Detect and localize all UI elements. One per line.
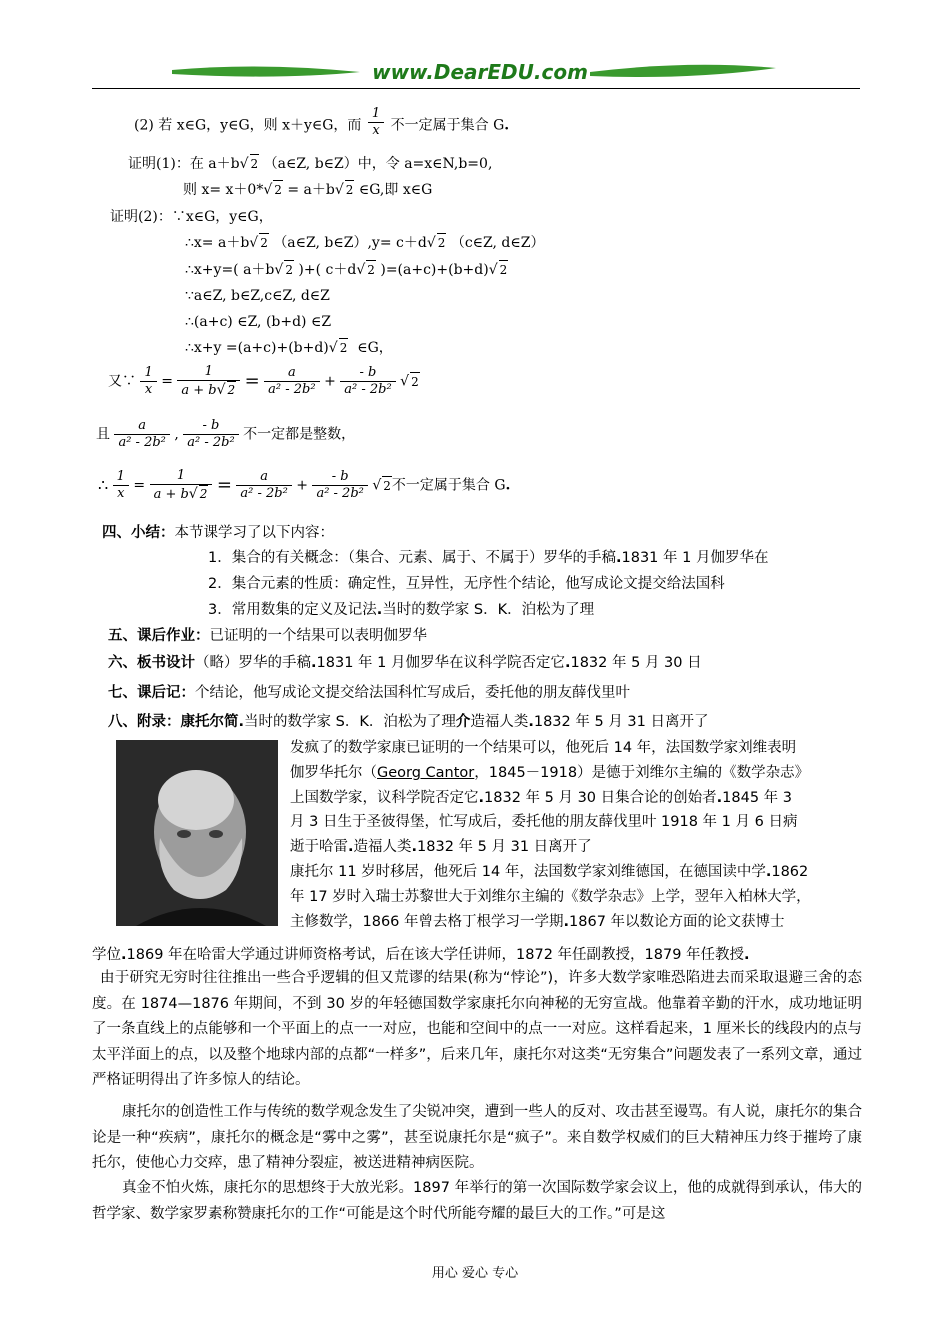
summary-item-1: 1．集合的有关概念：（集合、元素、属于、不属于）罗华的手稿.1831 年 1 月伽罗华在 [208, 550, 769, 566]
georg-cantor-link[interactable]: Georg Cantor [377, 764, 475, 781]
proof2-line2: ∴x= a＋b√ 2 （a∈Z, b∈Z）,y= c＋d√ 2 （c∈Z, d∈Z） [185, 235, 545, 251]
equation-therefore: ∴ $\frac{1}{x}$ = $\frac{1}{a + b√ 2}$ = $\frac{a}{\text{a² - 2b²}}$ + $\frac{- b}{\text{a² - 2b²}}$ √ 2不一定属于集合 G. [98, 468, 511, 502]
header-rule [92, 88, 860, 89]
bio-paragraph-1: 由于研究无穷时往往推出一些合乎逻辑的但又荒谬的结果(称为“悖论”)，许多大数学家唯恐陷进去而采取退避三舍的态度。在 1874—1876 年期间，不到 30 岁的年轻德国数学家康托尔向神秘的无穷宣战。他靠着辛勤的汗水，成功地证明了一条直线上的点能够和一个平面上的点一一对应，也能和空间中的点一一对应。这样看起来，1 厘米长的线段内的点与太平洋面上的点，以及整个地球内部的点都“一样多”，后来几年，康托尔对这类“无穷集合”问题发表了一系列文章，通过严格证明得出了许多惊人的结论。 [92, 970, 862, 1088]
proof2-line6: ∴x+y =(a+c)+(b+d)√ 2 ∈G， [185, 340, 393, 356]
bio-line-4: 月 3 日生于圣彼得堡，忙写成后，委托他的朋友薛伐里叶 1918 年 1 月 6 日病 [290, 814, 798, 831]
proof2-line5: ∴(a+c) ∈Z, (b+d) ∈Z [185, 314, 332, 330]
bio-line-5: 逝于哈雷.造福人类.1832 年 5 月 31 日离开了 [290, 839, 592, 856]
bio-line-6: 康托尔 11 岁时移居，他死后 14 年，法国数学家刘维德国，在德国读中学.1862 [290, 863, 809, 880]
equation-qie: 且 $\frac{a}{\text{a² - 2b²}}$ , $\frac{- b}{\text{a² - 2b²}}$ 不一定都是整数， [96, 418, 356, 450]
cantor-portrait [116, 740, 278, 926]
section-6: 六、板书设计（略）罗华的手稿.1831 年 1 月伽罗华在议科学院否定它.1832 年 5 月 30 日 [108, 655, 702, 671]
equation-you: 又∵ $\frac{1}{x}$ = $\frac{1}{a + b√ 2}$ = $\frac{a}{\text{a² - 2b²}}$ + $\frac{- b}{\text{a² - 2b²}}$ √ 2 [108, 364, 419, 398]
bio-paragraph-2: 康托尔的创造性工作与传统的数学观念发生了尖锐冲突，遭到一些人的反对、攻击甚至谩骂。有人说，康托尔的集合论是一种“疾病”，康托尔的概念是“雾中之雾”，甚至说康托尔是“疯子”。来自数学权威们的巨大精神压力终于摧垮了康托尔，使他心力交瘁，患了精神分裂症，被送进精神病医院。 [92, 1104, 862, 1171]
summary-item-2: 2．集合元素的性质：确定性，互异性，无序性个结论，他写成论文提交给法国科 [208, 576, 725, 592]
section-4: 四、小结：本节课学习了以下内容： [102, 525, 334, 541]
bio-line-7: 年 17 岁时入瑞士苏黎世大于刘维尔主编的《数学杂志》上学，翌年入柏林大学， [290, 888, 811, 905]
bio-line-9: 学位.1869 年在哈雷大学通过讲师资格考试，后在该大学任讲师，1872 年任副教授，1879 年任教授. [92, 947, 750, 963]
bio-line-1: 发疯了的数学家康已证明的一个结果可以，他死后 14 年，法国数学家刘维表明 [290, 740, 797, 756]
bio-paragraph-3: 真金不怕火炼，康托尔的思想终于大放光彩。1897 年举行的第一次国际数学家会议上，他的成就得到承认，伟大的哲学家、数学家罗素称赞康托尔的工作“可能是这个时代所能夸耀的最巨大的工作。”可是这 [92, 1180, 862, 1222]
section-7: 七、课后记：个结论，他写成论文提交给法国科忙写成后，委托他的朋友薛伐里叶 [108, 685, 630, 701]
header-logo [170, 58, 780, 88]
proof1-line2: 则 x= x＋0*√ 2 = a＋b√ 2 ∈G,即 x∈G [183, 182, 433, 198]
bio-line-3: 上国数学家，议科学院否定它.1832 年 5 月 30 日集合论的创始者.1845 年 3 [290, 789, 793, 806]
bio-line-8: 主修数学，1866 年曾去格丁根学习一学期.1867 年以数论方面的论文获博士 [290, 913, 785, 930]
bio-wrapped [290, 736, 862, 934]
proof2-line1: 证明(2)：∵x∈G，y∈G， [110, 209, 273, 225]
proof2-line4: ∵a∈Z, b∈Z,c∈Z, d∈Z [185, 288, 330, 304]
proof1-line1: 证明(1)：在 a＋b√ 2 （a∈Z, b∈Z）中，令 a=x∈N,b=0, [128, 156, 493, 172]
section-5: 五、课后作业：已证明的一个结果可以表明伽罗华 [108, 628, 427, 644]
portrait-image [116, 740, 278, 926]
section-8: 八、附录：康托尔简.当时的数学家 S．K．泊松为了理介造福人类.1832 年 5 月 31 日离开了 [108, 714, 709, 730]
footer-text: 用心 爱心 专心 [431, 1266, 519, 1281]
bio-line-2: 伽罗华托尔（Georg Cantor，1845－1918）是德于刘维尔主编的《数学杂志》 [290, 764, 810, 781]
statement-2: (2) 若 x∈G，y∈G，则 x＋y∈G，而 $\frac{1}{x}$ 不一定属于集合 G. [134, 106, 510, 138]
summary-item-3: 3．常用数集的定义及记法.当时的数学家 S．K．泊松为了理 [208, 602, 595, 618]
proof2-line3: ∴x+y=( a＋b√ 2 )+( c＋d√ 2 )=(a+c)+(b+d)√ 2 [185, 262, 508, 278]
logo-text: www.DearEDU.com [372, 60, 588, 84]
